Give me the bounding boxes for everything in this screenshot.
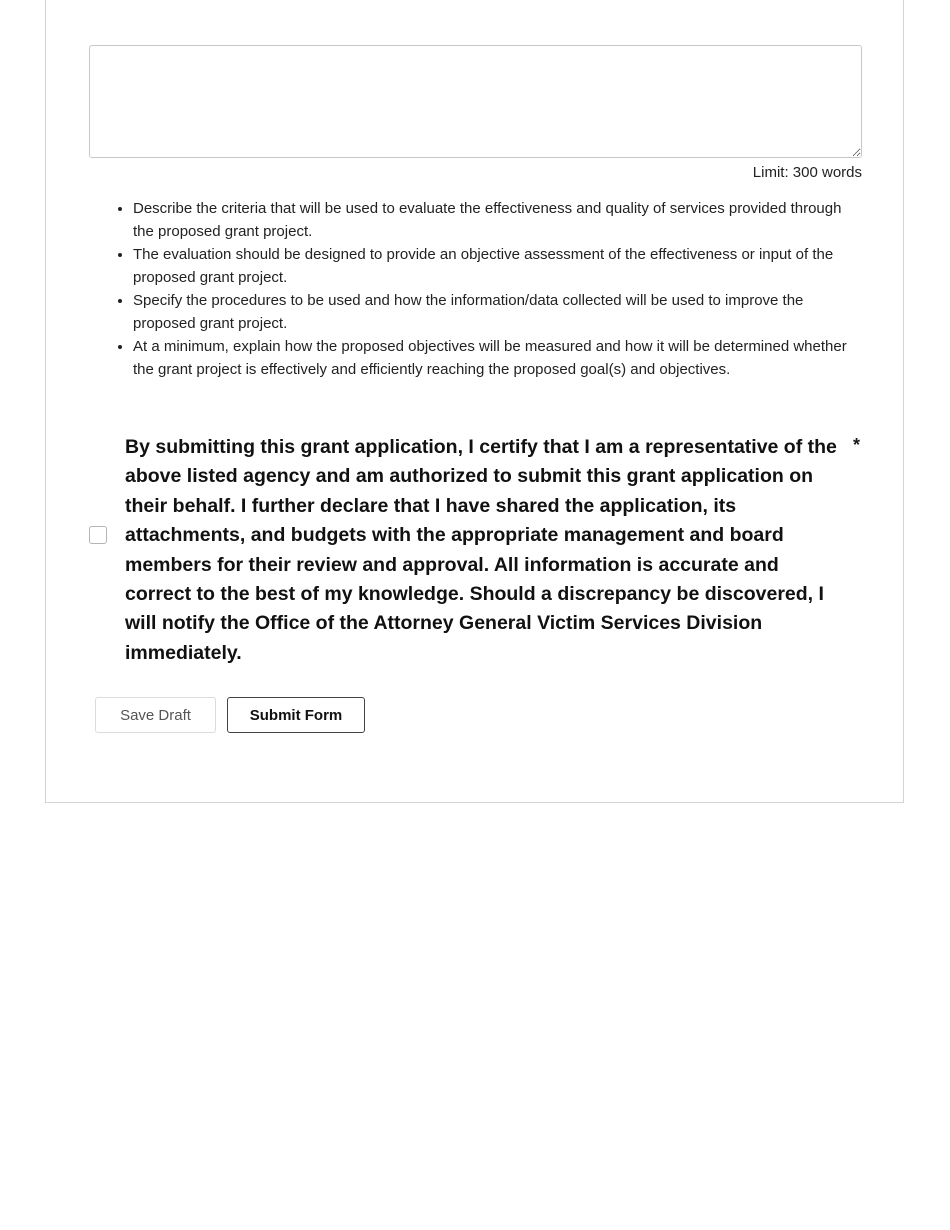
list-item: • The evaluation should be designed to provide an objective assessment of the effectiveness or input of the proposed grant project.: [133, 243, 865, 289]
submit-form-button[interactable]: Submit Form: [227, 697, 365, 733]
save-draft-button[interactable]: Save Draft: [95, 697, 216, 733]
required-asterisk: *: [853, 435, 861, 455]
guidance-list: [115, 197, 865, 381]
evaluation-answer-textarea[interactable]: [89, 45, 862, 158]
word-limit-hint: Limit: 300 words: [752, 164, 862, 181]
list-item: • Describe the criteria that will be used to evaluate the effectiveness and quality of services provided through the proposed grant project.: [133, 197, 865, 243]
list-item: • Specify the procedures to be used and how the information/data collected will be used to improve the proposed grant project.: [133, 289, 865, 335]
certification-label[interactable]: By submitting this grant application, I certify that I am a representative of the above listed agency and am authorized to submit this grant application on their behalf. I further declare that I have shared the application, its attachments, and budgets with the appropriate management and board members for their review and approval. All information is accurate and correct to the best of my knowledge. Should a discrepancy be discovered, I will notify the Office of the Attorney General Victim Services Division immediately.: [125, 436, 837, 664]
list-item: • At a minimum, explain how the proposed objectives will be measured and how it will be determined whether the grant project is effectively and efficiently reaching the proposed goal(s) and objectives.: [133, 335, 865, 381]
certification-checkbox[interactable]: [89, 526, 107, 544]
